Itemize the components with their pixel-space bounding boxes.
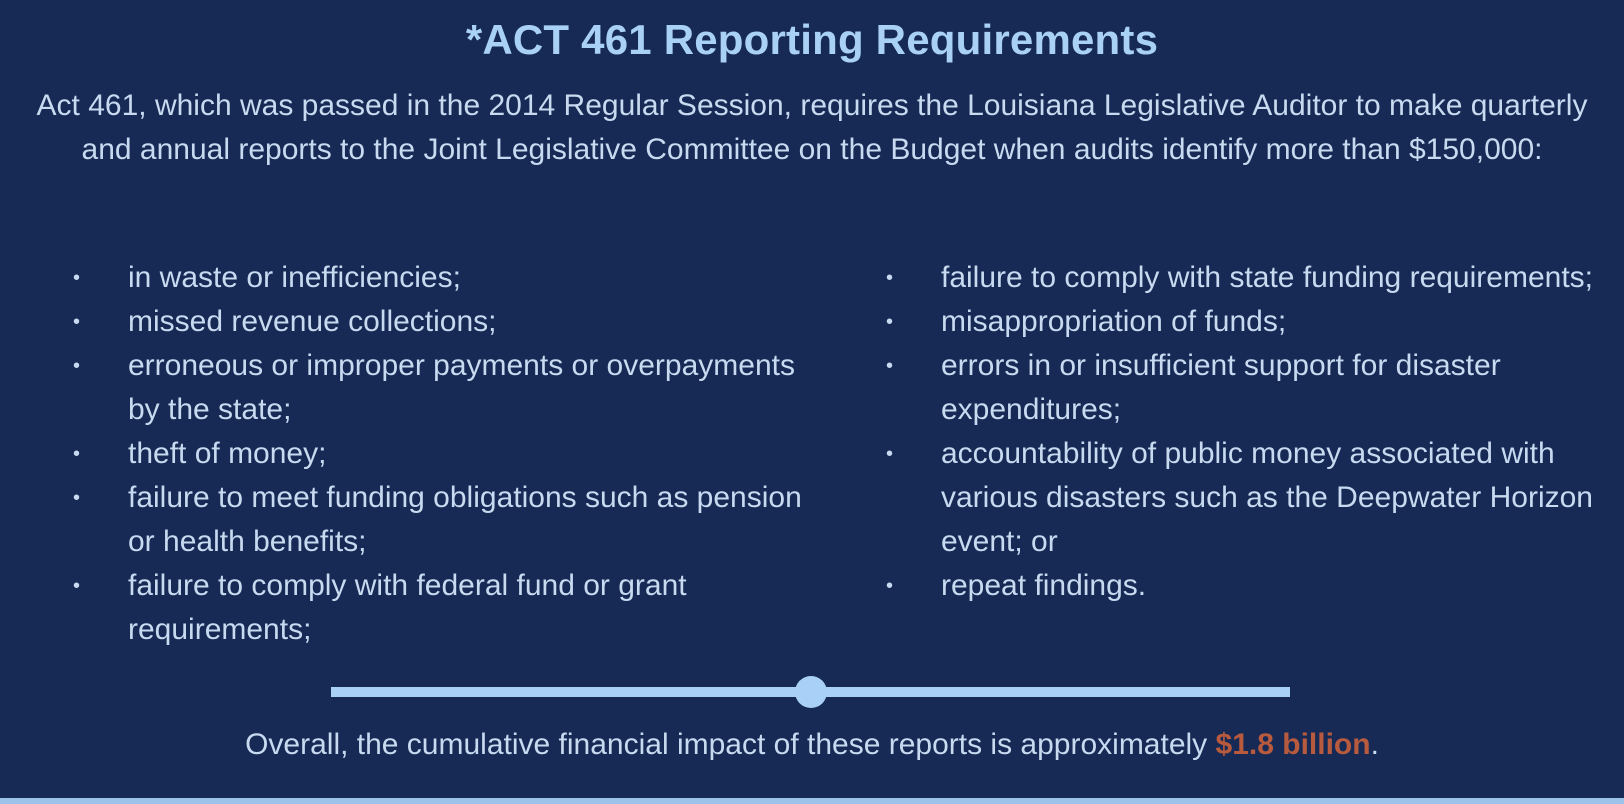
bullet-icon: • bbox=[886, 443, 894, 465]
bullet-icon: • bbox=[73, 487, 81, 509]
list-item-text: failure to meet funding obligations such as pension or health benefits; bbox=[128, 481, 802, 558]
list-item bbox=[883, 300, 1603, 344]
list-item bbox=[70, 256, 810, 300]
summary-prefix: Overall, the cumulative financial impact of these reports is approximately bbox=[245, 728, 1216, 761]
requirements-list-left bbox=[70, 256, 810, 652]
summary-statement bbox=[0, 728, 1624, 762]
list-item bbox=[70, 344, 810, 432]
list-item-text: theft of money; bbox=[128, 437, 327, 470]
bullet-icon: • bbox=[73, 355, 81, 377]
requirements-list-right bbox=[883, 256, 1603, 608]
list-item bbox=[883, 564, 1603, 608]
list-item bbox=[70, 476, 810, 564]
list-item bbox=[70, 432, 810, 476]
list-item-text: erroneous or improper payments or overpayments by the state; bbox=[128, 349, 795, 426]
list-item bbox=[883, 344, 1603, 432]
page-title: *ACT 461 Reporting Requirements bbox=[465, 16, 1159, 63]
bullet-icon: • bbox=[886, 311, 894, 333]
bullet-icon: • bbox=[73, 267, 81, 289]
bullet-icon: • bbox=[886, 575, 894, 597]
list-item bbox=[70, 300, 810, 344]
financial-impact-amount: $1.8 billion bbox=[1215, 728, 1371, 761]
list-item-text: misappropriation of funds; bbox=[941, 305, 1287, 338]
list-item-text: errors in or insufficient support for disaster expenditures; bbox=[941, 349, 1501, 426]
list-item bbox=[883, 256, 1603, 300]
list-item-text: failure to comply with state funding requirements; bbox=[941, 261, 1593, 294]
summary-suffix: . bbox=[1370, 728, 1379, 761]
intro-paragraph: Act 461, which was passed in the 2014 Regular Session, requires the Louisiana Legislative Auditor to make quarterly and annual reports to the Joint Legislative Committee on the Budget when audits identify more than $150,000: bbox=[36, 89, 1588, 166]
list-item-text: in waste or inefficiencies; bbox=[128, 261, 461, 294]
bullet-icon: • bbox=[73, 311, 81, 333]
list-item-text: accountability of public money associated with various disasters such as the Deepwater Horizon event; or bbox=[941, 437, 1593, 558]
divider-circle-icon bbox=[795, 676, 827, 708]
list-item bbox=[70, 564, 810, 652]
bullet-icon: • bbox=[73, 443, 81, 465]
list-item-text: missed revenue collections; bbox=[128, 305, 497, 338]
list-item-text: failure to comply with federal fund or grant requirements; bbox=[128, 569, 687, 646]
bottom-border bbox=[0, 798, 1624, 804]
list-item-text: repeat findings. bbox=[941, 569, 1147, 602]
bullet-icon: • bbox=[73, 575, 81, 597]
bullet-icon: • bbox=[886, 355, 894, 377]
bullet-icon: • bbox=[886, 267, 894, 289]
list-item bbox=[883, 432, 1603, 564]
